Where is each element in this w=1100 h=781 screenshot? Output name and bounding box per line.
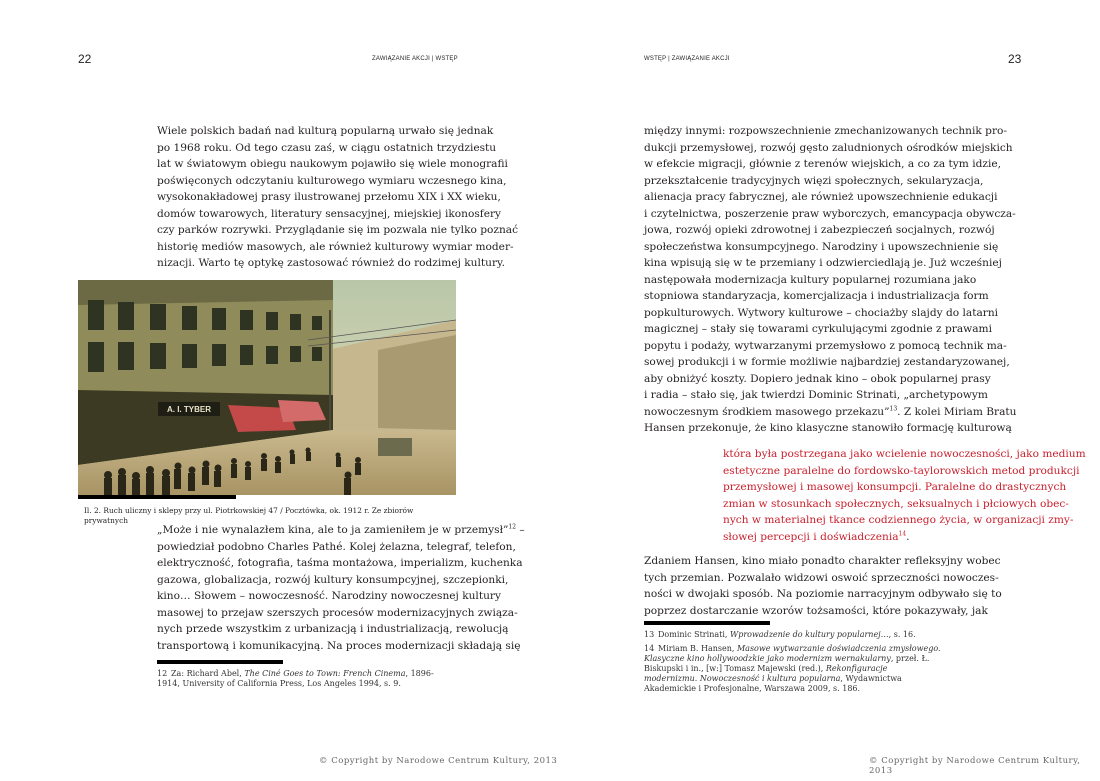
text-fragment: . Z kolei Miriam Bratu bbox=[897, 405, 1017, 418]
text-line: domów towarowych, literatury sensacyjnej, miejskiej ikonosfery bbox=[157, 207, 502, 220]
footnote-text: , 1896-1914, University of California Press, Los Angeles 1994, s. 9. bbox=[157, 669, 434, 688]
text-fragment: „Może i nie wynalazłem kina, ale to ja zamieniłem je w przemysł” bbox=[157, 524, 509, 536]
text-line bbox=[157, 522, 525, 539]
text-line: popkulturowych. Wytwory kulturowe – chociażby slajdy do latarni bbox=[644, 306, 999, 319]
text-line: sowej produkcji i w formie możliwie najbardziej zestandaryzowanej, bbox=[644, 356, 1010, 368]
text-line: między innymi: rozpowszechnienie zmechanizowanych technik pro- bbox=[644, 125, 1007, 137]
text-line: stopniowa standaryzacja, komercjalizacja i industrializacja form bbox=[644, 290, 989, 302]
text-line: Hansen przekonuje, że kino klasyczne stanowiło formację kulturową bbox=[644, 422, 1012, 434]
footnote-text: , przeł. Ł. Biskupski i in., [w:] Tomasz Majewski (red.), bbox=[644, 654, 930, 673]
text-line: kino… Słowem – nowoczesność. Narodziny nowoczesnej kultury bbox=[157, 590, 501, 602]
street-postcard-image bbox=[78, 280, 456, 495]
footnote-13 bbox=[644, 630, 943, 640]
footnote-title: The Ciné Goes to Town: French Cinema bbox=[244, 669, 406, 678]
page-number-right: 23 bbox=[1008, 52, 1022, 66]
text-line: ności w dwojaki sposób. Na poziomie narracyjnym odbywało się to bbox=[644, 588, 1002, 600]
footnote-rule-left bbox=[157, 660, 283, 664]
text-line: aby obniżyć koszty. Dopiero jednak kino – obok popularnej prasy bbox=[644, 372, 991, 385]
text-line: i radia – stało się, jak twierdzi Dominic Strinati, „archetypowym bbox=[644, 389, 988, 401]
footnote-ref-14[interactable]: 14 bbox=[898, 529, 907, 537]
text-line: tych przemian. Pozwalało widzowi oswoić sprzeczności nowoczes- bbox=[644, 571, 999, 584]
footnote-ref-13[interactable]: 13 bbox=[889, 404, 898, 412]
text-line: Wiele polskich badań nad kulturą popularną urwało się jednak bbox=[157, 125, 494, 137]
footnote-number: 12 bbox=[157, 669, 168, 678]
body-paragraph bbox=[644, 123, 1017, 437]
text-line: masowej to przejaw szerszych procesów modernizacyjnych związa- bbox=[157, 606, 518, 619]
intro-paragraph bbox=[157, 123, 519, 272]
text-line: i czytelnictwa, poszerzenie praw wyborczych, emancypacja obywcza- bbox=[644, 207, 1016, 220]
text-line: przekształcenie tradycyjnych więzi społecznych, sekularyzacja, bbox=[644, 174, 984, 187]
footnote-text: Dominic Strinati, bbox=[658, 630, 730, 639]
footnote-text: Za: Richard Abel, bbox=[171, 669, 245, 678]
text-line: estetyczne paralelne do fordowsko-taylorowskich metod produkcji bbox=[723, 464, 1080, 477]
footnote-title: Masowe wytwarzanie doświadczenia zmysłowego. Klasyczne kino hollywoodzkie jako modernizm wernakularny bbox=[644, 644, 941, 663]
footnote-text: , s. 16. bbox=[888, 630, 916, 639]
text-line: nych w materialnej tkance codziennego życia, w organizacji zmy- bbox=[723, 514, 1074, 526]
text-fragment: nowoczesnym środkiem masowego przekazu” bbox=[644, 405, 890, 418]
text-line: magicznej – stały się towarami cyrkulującymi zgodnie z prawami bbox=[644, 323, 992, 335]
footnote-text: Miriam B. Hansen, bbox=[658, 644, 737, 653]
highlighted-quote bbox=[723, 446, 1086, 545]
text-fragment: słowej percepcji i doświadczenia bbox=[723, 530, 899, 543]
text-line: społeczeństwa konsumpcyjnego. Narodziny i upowszechnienie się bbox=[644, 240, 999, 253]
footnote-rule-right bbox=[644, 621, 770, 625]
page-number-left: 22 bbox=[78, 52, 92, 66]
text-line: kina wpisują się w te przemiany i odzwierciedlają je. Już wcześniej bbox=[644, 257, 1002, 269]
text-line: poświęconych odczytaniu kulturowego wymiaru wczesnego kina, bbox=[157, 174, 507, 187]
text-line: dukcji przemysłowej, rozwój gęsto zaludnionych ośrodków miejskich bbox=[644, 141, 1013, 154]
shop-sign: A. I. TYBER bbox=[166, 405, 212, 414]
text-line: zmian w stosunkach społecznych, seksualnych i płciowych obec- bbox=[723, 497, 1069, 510]
copyright-right: © Copyright by Narodowe Centrum Kultury, 2013 bbox=[869, 756, 1081, 776]
text-line: następowała modernizacja kultury popularnej rozumiana jako bbox=[644, 273, 977, 286]
text-line: poprzez dostarczanie wzorów tożsamości, które pokazywały, jak bbox=[644, 604, 988, 617]
text-line: która była postrzegana jako wcielenie nowoczesności, jako medium bbox=[723, 448, 1086, 460]
text-line: jowa, rozwój opieki zdrowotnej i zabezpieczeń socjalnych, rozwój bbox=[644, 224, 995, 236]
text-line: historię mediów masowych, ale również kulturowy wymiar moder- bbox=[157, 240, 514, 253]
text-line: elektryczność, fotografia, taśma montażowa, imperializm, kuchenka bbox=[157, 557, 523, 569]
copyright-left: © Copyright by Narodowe Centrum Kultury, 2013 bbox=[319, 756, 558, 766]
footnote-number: 13 bbox=[644, 630, 655, 639]
text-line: popytu i podaży, wytwarzanymi przemysłowo z pomocą technik ma- bbox=[644, 339, 1007, 352]
text-line: Zdaniem Hansen, kino miało ponadto charakter refleksyjny wobec bbox=[644, 555, 1001, 567]
figure-caption: Il. 2. Ruch uliczny i sklepy przy ul. Piotrkowskiej 47 / Pocztówka, ok. 1912 r. Ze zbiorów prywatnych bbox=[84, 506, 414, 525]
text-line: gazowa, globalizacja, rozwój kultury konsumpcyjnej, szczepionki, bbox=[157, 573, 509, 586]
text-line: lat w światowym obiegu naukowym pojawiło się wiele monografii bbox=[157, 158, 508, 170]
running-head-right: WSTĘP | ZAWIĄZANIE AKCJI bbox=[644, 56, 730, 62]
text-line bbox=[723, 529, 1022, 546]
text-line: transportową i komunikacyjną. Na proces modernizacji składają się bbox=[157, 639, 521, 652]
footnote-14 bbox=[644, 644, 943, 694]
footnote-title: Rekonfiguracje modernizmu. Nowoczesność i kultura popularna bbox=[644, 664, 888, 683]
footnote-title: Wprowadzenie do kultury popularnej… bbox=[729, 630, 889, 639]
caption-rule bbox=[78, 495, 236, 499]
text-line: wysokonakładowej prasy ilustrowanej przełomu XIX i XX wieku, bbox=[157, 191, 501, 203]
text-line bbox=[644, 404, 1017, 421]
text-line: w efekcie migracji, głównie z terenów wiejskich, a co za tym idzie, bbox=[644, 158, 1001, 170]
text-line: alienacja pracy fabrycznej, ale również upowszechnienie edukacji bbox=[644, 191, 998, 203]
footnote-ref-12[interactable]: 12 bbox=[508, 523, 517, 531]
text-line: po 1968 roku. Od tego czasu zaś, w ciągu ostatnich trzydziestu bbox=[157, 141, 497, 154]
quote-paragraph bbox=[157, 522, 525, 654]
running-head-left: ZAWIĄZANIE AKCJI | WSTĘP bbox=[372, 56, 458, 62]
footnote-text: , Wydawnictwa Akademickie i Profesjonalne, Warszawa 2009, s. 186. bbox=[644, 674, 902, 693]
closing-paragraph bbox=[644, 553, 1002, 619]
text-line: czy parków rozrywki. Przyglądanie się im pozwala nie tylko poznać bbox=[157, 224, 519, 236]
footnote-number: 14 bbox=[644, 644, 655, 653]
text-line: nizacji. Warto tę optykę zastosować również do rodzimej kultury. bbox=[157, 257, 505, 269]
text-line: przemysłowej i masowej konsumpcji. Paralelne do drastycznych bbox=[723, 481, 1067, 493]
text-fragment: . bbox=[906, 530, 910, 543]
footnote-12 bbox=[157, 669, 456, 689]
text-line: nych przede wszystkim z urbanizacją i industrializacją, rewolucją bbox=[157, 623, 509, 635]
text-fragment: – bbox=[516, 524, 525, 536]
text-line: powiedział podobno Charles Pathé. Kolej żelazna, telegraf, telefon, bbox=[157, 540, 516, 553]
